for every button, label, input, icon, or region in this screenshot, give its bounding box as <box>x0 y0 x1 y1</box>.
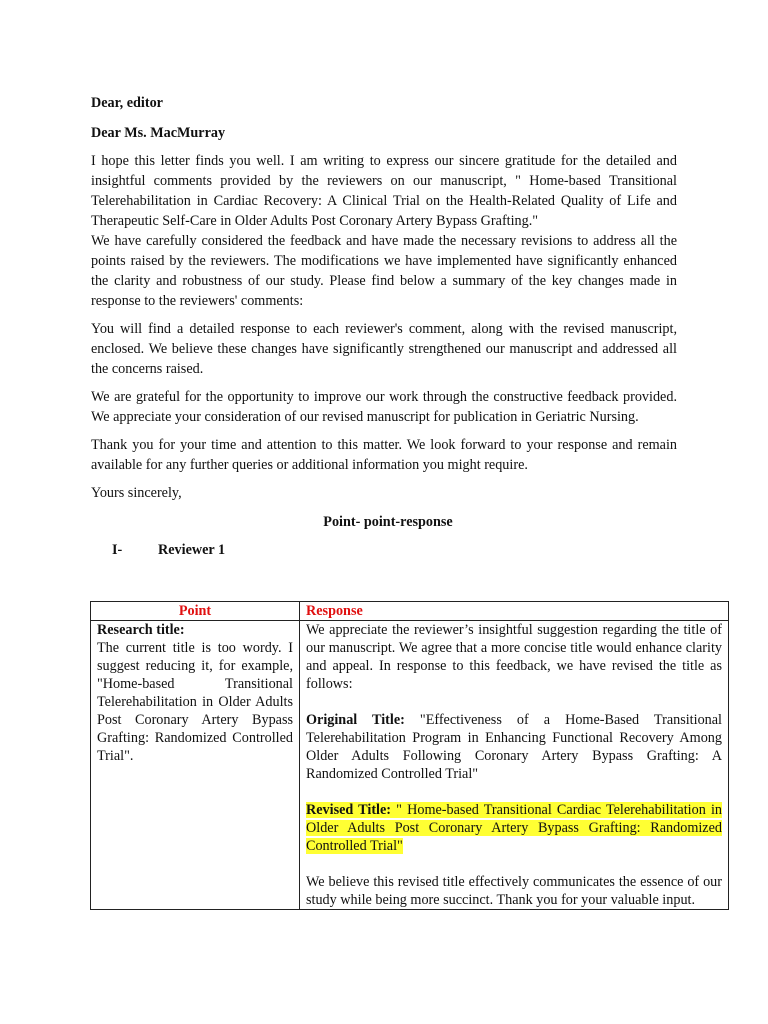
paragraph-revisions: We have carefully considered the feedback and have made the necessary revisions to address all the points raised by the reviewers. The modifications we have implemented have significantly enhanced the clarity and robustness of our study. Please find below a summary of the key changes made in response to the reviewers' comments: <box>91 233 677 309</box>
paragraph-gratitude: We are grateful for the opportunity to improve our work through the constructive feedback provided. We appreciate your consideration of our revised manuscript for publication in Geriatric Nursing. <box>91 389 677 425</box>
point-text: The current title is too wordy. I suggest reducing it, for example, "Home-based Transitional Telerehabilitation in Older Adults Post Coronary Artery Bypass Grafting: Randomized Controlled Trial". <box>97 640 293 764</box>
point-title: Research title: <box>97 622 185 638</box>
revised-title-text: " Home-based Transitional Cardiac Telerehabilitation in Older Adults Post Coronary Artery Bypass Grafting: Randomized Controlled Trial" <box>306 802 722 854</box>
original-title-label: Original Title: <box>306 712 405 728</box>
section-title: Point- point-response <box>323 514 453 530</box>
reviewer-number: I- <box>112 542 123 558</box>
response-intro: We appreciate the reviewer’s insightful suggestion regarding the title of our manuscript. We agree that a more concise title would enhance clarity and appeal. In response to this feedback, we have revised the title as follows: <box>306 622 722 692</box>
paragraph-detailed-response: You will find a detailed response to each reviewer's comment, along with the revised manuscript, enclosed. We believe these changes have significantly strengthened our manuscript and addressed all the concerns raised. <box>91 321 677 377</box>
header-point: Point <box>91 602 300 621</box>
letter-body <box>91 93 677 569</box>
paragraph-intro: I hope this letter finds you well. I am writing to express our sincere gratitude for the detailed and insightful comments provided by the reviewers on our manuscript, " Home-based Transitional Telerehabilitation in Cardiac Recovery: A Clinical Trial on the Health-Related Quality of Life and Therapeutic Self-Care in Older Adults Post Coronary Artery Bypass Grafting." <box>91 153 677 229</box>
point-response-table <box>90 601 729 910</box>
salutation-name: Dear Ms. MacMurray <box>91 125 226 141</box>
response-cell <box>300 621 729 910</box>
reviewer-label: Reviewer 1 <box>158 542 226 558</box>
revised-title-block <box>306 801 722 855</box>
point-cell <box>91 621 300 910</box>
salutation-editor: Dear, editor <box>91 95 163 111</box>
response-outro: We believe this revised title effectively communicates the essence of our study while being more succinct. Thank you for your valuable input. <box>306 874 722 908</box>
revised-title-label: Revised Title: <box>306 802 392 818</box>
table-header-row <box>91 602 729 621</box>
table-row <box>91 621 729 910</box>
original-title-text: "Effectiveness of a Home-Based Transitional Telerehabilitation Program in Enhancing Functional Recovery Among Older Adults Following Coronary Artery Bypass Grafting: A Randomized Controlled Trial" <box>306 712 722 782</box>
header-response: Response <box>300 602 729 621</box>
reviewer-heading <box>112 542 677 559</box>
paragraph-thanks: Thank you for your time and attention to this matter. We look forward to your response and remain available for any further queries or additional information you might require. <box>91 437 677 473</box>
original-title-block <box>306 711 722 783</box>
closing: Yours sincerely, <box>91 485 182 501</box>
